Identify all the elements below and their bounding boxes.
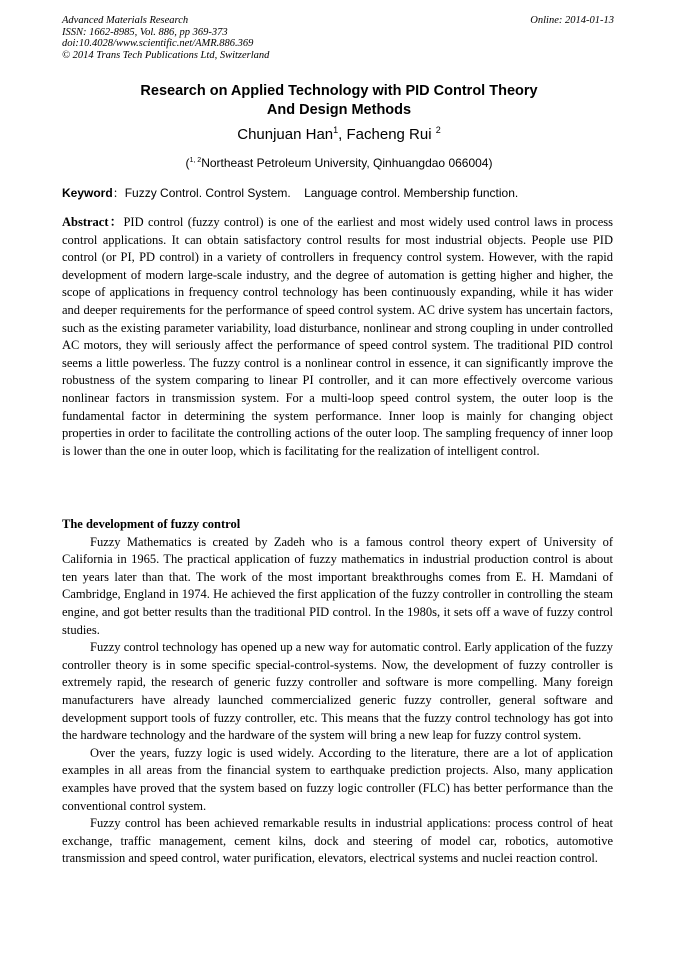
section-heading: The development of fuzzy control xyxy=(62,517,241,531)
keyword-label: Keyword xyxy=(62,186,113,200)
paragraph: Fuzzy control has been achieved remarkable results in industrial applications: process control of heat exchange, traffic management, cement kilns, dock and steering of model car, robotics, automotive transmission and speed control, water purification, elevators, electrical systems and nuclei reaction control. xyxy=(62,816,613,866)
paragraph: Over the years, fuzzy logic is used widely. According to the literature, there are a lot of application examples in all areas from the financial system to earthquake prediction projects. Also, many application examples have proved that the system based on fuzzy logic controller (FLC) has better performance than the conventional control system. xyxy=(62,745,613,813)
journal-header xyxy=(62,15,269,61)
author-line: Chunjuan Han$^1$, Facheng Rui $^2$ xyxy=(237,125,441,143)
affiliation-sup: 1, 2 xyxy=(189,157,202,164)
section-fuzzy-control xyxy=(62,516,613,868)
affiliation: Northeast Petroleum University, Qinhuangdao 066004 xyxy=(201,156,489,170)
doi-line: doi:10.4028/www.scientific.net/AMR.886.369 xyxy=(62,38,254,49)
keywords: Fuzzy Control. Control System. Language control. Membership function. xyxy=(124,186,519,200)
abstract: Abstract：PID control (fuzzy control) is one of the earliest and most widely used control laws in process control applications. It can obtain satisfactory control results for most industrial objects. People use PID control (or PI, PD control) in a variety of controllers in frequency control system. However, with the rapid development of modern large-scale industry, and the degree of automation is getting higher and higher, the scope of applications in frequency control technology has been continuously expanding, while it has wider and deeper requirements for the performance of speed control system. AC drive system has uncertain factors, such as the existing parameter variability, load disturbance, nonlinear and strong coupling in under controlled AC motors, they will seriously affect the performance of speed control system. The traditional PID control seems a little powerless. The fuzzy control is a nonlinear control in essence, it can significantly improve the robustness of the system comparing to linear PI controller, and it can more effectively overcome various nonlinear factors in transmission system. For a multi-loop speed control system, the outer loop is the fundamental factor in determining the system performance. Inner loop is mainly for changing object properties in order to facilitate the controlling actions of the outer loop. The sampling frequency of inner loop is lower than the one in outer loop, which is facilitating for the realization of intelligent control. xyxy=(62,215,613,458)
abstract-text: PID control (fuzzy control) is one of the earliest and most widely used control laws in process control applications. It can obtain satisfactory control results for most industrial objects. People use PID control (or PI, PD control) in a variety of controllers in frequency control system. However, with the rapid development of modern large-scale industry, and the degree of automation is getting higher and higher, the scope of applications in frequency control technology has been continuously expanding, while it has wider and deeper requirements for the performance of speed control system. AC drive system has uncertain factors, such as the existing parameter variability, load disturbance, nonlinear and strong coupling in under controlled AC motors, they will seriously affect the performance of speed control system. The traditional PID control seems a little powerless. The fuzzy control is a nonlinear control in essence, it can significantly improve the robustness of the system comparing to linear PI controller, and it can more effectively overcome various nonlinear factors in transmission system. For a multi-loop speed control system, the outer loop is the fundamental factor in determining the system performance. Inner loop is mainly for changing object properties in order to facilitate the controlling actions of the outer loop. The sampling frequency of inner loop is lower than the one in outer loop, which is facilitating for the realization of intelligent control. xyxy=(62,215,613,458)
title-line-1: Research on Applied Technology with PID Control Theory xyxy=(140,83,538,99)
paper-title xyxy=(62,82,616,120)
paragraph: Fuzzy control technology has opened up a new way for automatic control. Early application of the fuzzy controller theory is in some specific special-control-systems. Now, the development of fuzzy controller is extremely rapid, the research of generic fuzzy controller and software is more compelling. Many foreign manufacturers have already launched commercialized generic fuzzy controller, general software and development support tools of fuzzy controller, etc. This means that the fuzzy control technology has got into the hardware technology and the hardware of the system will bring a new leap for fuzzy control system. xyxy=(62,640,613,743)
author-1: Chunjuan Han xyxy=(237,126,334,143)
journal-name: Advanced Materials Research xyxy=(62,15,189,26)
author-2-sup: 2 xyxy=(435,125,441,135)
copyright-line: © 2014 Trans Tech Publications Ltd, Switzerland xyxy=(62,49,270,61)
paragraph: Fuzzy Mathematics is created by Zadeh who is a famous control theory expert of University of California in 1965. The practical application of fuzzy mathematics in industrial production control is about ten years later than that. The work of the most important breakthroughs comes from E. H. Mamdani of Cambridge, England in 1974. He achieved the first application of the fuzzy controller in controlling the steam engine, and got better results than the traditional PID control. In the 1980s, it sets off a wave of fuzzy control studies. xyxy=(62,534,613,637)
issn-line: ISSN: 1662-8985, Vol. 886, pp 369-373 xyxy=(62,26,228,38)
author-2: Facheng Rui xyxy=(346,126,432,143)
abstract-label: Abstract xyxy=(62,215,109,229)
title-line-2: And Design Methods xyxy=(266,102,412,118)
affiliation-line: ($^{1, 2}$Northeast Petroleum University, Qinhuangdao 066004) xyxy=(185,156,493,170)
online-date: Online: 2014-01-13 xyxy=(530,15,614,26)
keywords-line: Keyword：Fuzzy Control. Control System. Language control. Membership function. xyxy=(62,186,519,200)
author-1-sup: 1 xyxy=(333,125,339,135)
